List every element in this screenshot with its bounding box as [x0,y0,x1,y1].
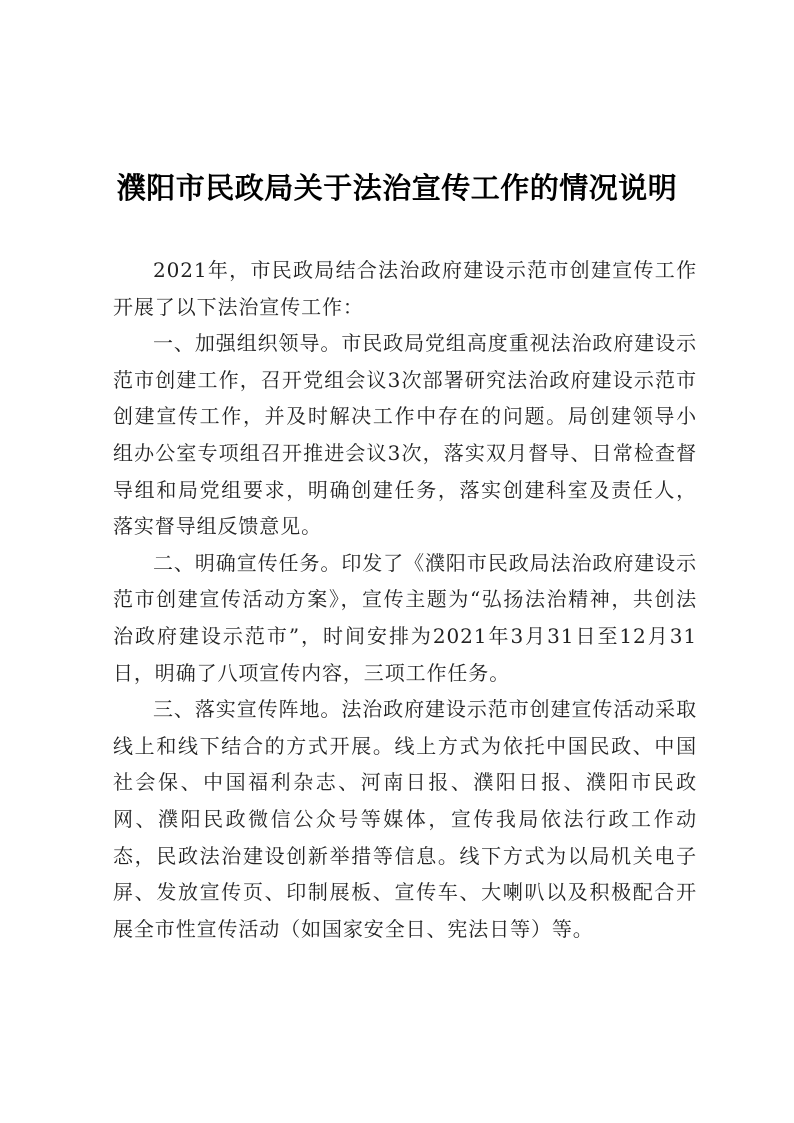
document-body [113,252,697,947]
intro-paragraph: 2021年，市民政局结合法治政府建设示范市创建宣传工作开展了以下法治宣传工作： [113,258,697,319]
section-3-paragraph: 三、落实宣传阵地。法治政府建设示范市创建宣传活动采取线上和线下结合的方式开展。线上方式为依托中国民政、中国社会保、中国福利杂志、河南日报、濮阳日报、濮阳市民政网、濮阳民政微信公众号等媒体，宣传我局依法行政工作动态，民政法治建设创新举措等信息。线下方式为以局机关电子屏、发放宣传页、印制展板、宣传车、大喇叭以及积极配合开展全市性宣传活动（如国家安全日、宪法日等）等。 [113,697,697,941]
document-title: 濮阳市民政局关于法治宣传工作的情况说明 [116,171,678,205]
section-1-paragraph: 一、加强组织领导。市民政局党组高度重视法治政府建设示范市创建工作，召开党组会议3次部署研究法治政府建设示范市创建宣传工作，并及时解决工作中存在的问题。局创建领导小组办公室专项组召开推进会议3次，落实双月督导、日常检查督导组和局党组要求，明确创建任务，落实创建科室及责任人，落实督导组反馈意见。 [113,331,697,539]
section-2-paragraph: 二、明确宣传任务。印发了《濮阳市民政局法治政府建设示范市创建宣传活动方案》，宣传主题为“弘扬法治精神，共创法治政府建设示范市”，时间安排为2021年3月31日至12月31日，明确了八项宣传内容，三项工作任务。 [113,550,697,685]
